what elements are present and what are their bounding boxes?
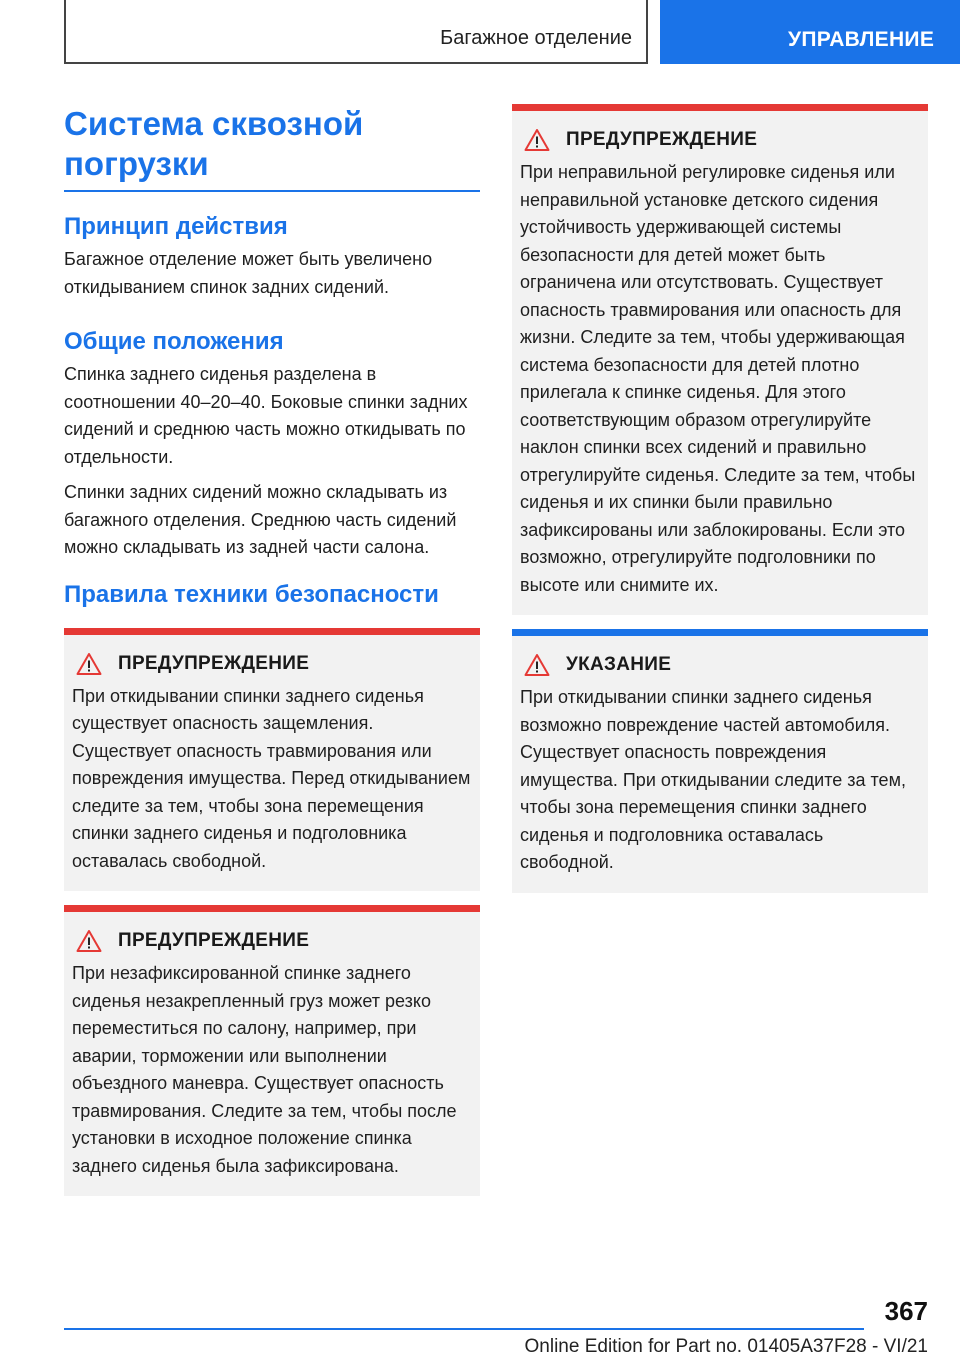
left-column <box>64 104 480 1196</box>
warning-box-header <box>72 926 472 956</box>
warning-box-text: При незафиксированной спинке заднего сиденья незакрепленный груз может резко переместиться по салону, например, при аварии, торможении или выполнении объездного маневра. Существует опасность травмирования. Следите за тем, чтобы после установки в исходное положение спинка заднего сиденья была зафиксирована. <box>72 963 457 1176</box>
notice-box-header <box>520 650 920 680</box>
warning-box-text: При откидывании спинки заднего сиденья существует опасность защемления. Существует опасность травмирования или повреждения имущества. Перед откидыванием следите за тем, чтобы зона перемещения спинки заднего сиденья и подголовника оставалась свободной. <box>72 685 471 871</box>
section-title-general: Общие положения <box>64 328 284 355</box>
right-column <box>512 104 928 893</box>
section-text-principle: Багажное отделение может быть увеличено откидыванием спинок задних сидений. <box>64 249 433 297</box>
warning-box-title: ПРЕДУПРЕЖДЕНИЕ <box>118 652 310 674</box>
warning-box-title: ПРЕДУПРЕЖДЕНИЕ <box>118 930 310 951</box>
notice-box-title: УКАЗАНИЕ <box>566 654 672 675</box>
warning-box-header <box>72 649 472 679</box>
warning-triangle-icon <box>76 652 102 676</box>
notice-box-text: При откидывании спинки заднего сиденья возможно повреждение частей автомобиля. Существует опасность повреждения имущества. При откидывании следите за тем, чтобы зона перемещения спинки заднего сиденья и подголовника оставалась свободной. <box>520 687 906 872</box>
section-title-safety: Правила техники безопасности <box>64 580 439 608</box>
page-title-line2: погрузки <box>64 145 209 182</box>
warning-box-pinching <box>64 628 480 892</box>
footer-divider <box>64 1328 864 1330</box>
section-text-general-1: Спинка заднего сиденья разделена в соотношении 40–20–40. Боковые спинки задних сидений и среднюю часть можно откидывать по отдельности. <box>64 364 468 467</box>
warning-triangle-icon <box>524 128 550 152</box>
warning-box-text: При неправильной регулировке сиденья или неправильной установке детского сидения устойчивость удерживающей системы безопасности для детей может быть ограничена или отсутствовать. Существует опасность травмирования или опасность для жизни. Следите за тем, чтобы удерживающая система безопасности для детей плотно прилегала к спинке сиденья. Для этого соответствующим образом отрегулируйте наклон спинки всех сидений и правильно отрегулируйте сиденья. Следите за тем, чтобы сиденья и их спинки были правильно зафиксированы или заблокированы. Если это возможно, отрегулируйте подголовники по высоте или снимите их. <box>520 162 916 595</box>
warning-box-unlocked-backrest <box>64 905 480 1196</box>
footer-edition: Online Edition for Part no. 01405A37F28 - VI/21 <box>524 1336 928 1357</box>
page-title-line1: Система сквозной <box>64 105 364 142</box>
page-title <box>64 104 480 192</box>
page-number: 367 <box>884 1296 928 1326</box>
header-chapter-tab <box>660 0 960 64</box>
warning-triangle-icon <box>76 929 102 953</box>
section-text-general-2: Спинки задних сидений можно складывать из багажного отделения. Среднюю часть сидений можно складывать из задней части салона. <box>64 482 457 557</box>
notice-box-vehicle-damage <box>512 629 928 893</box>
warning-box-header <box>520 125 920 155</box>
warning-box-title: ПРЕДУПРЕЖДЕНИЕ <box>566 129 758 150</box>
header-section-label: Багажное отделение <box>440 27 632 49</box>
section-title-principle: Принцип действия <box>64 213 288 240</box>
header-section-tab <box>64 0 648 64</box>
warning-triangle-icon <box>524 653 550 677</box>
warning-box-child-seat <box>512 104 928 615</box>
header-chapter-label: УПРАВЛЕНИЕ <box>788 28 935 51</box>
